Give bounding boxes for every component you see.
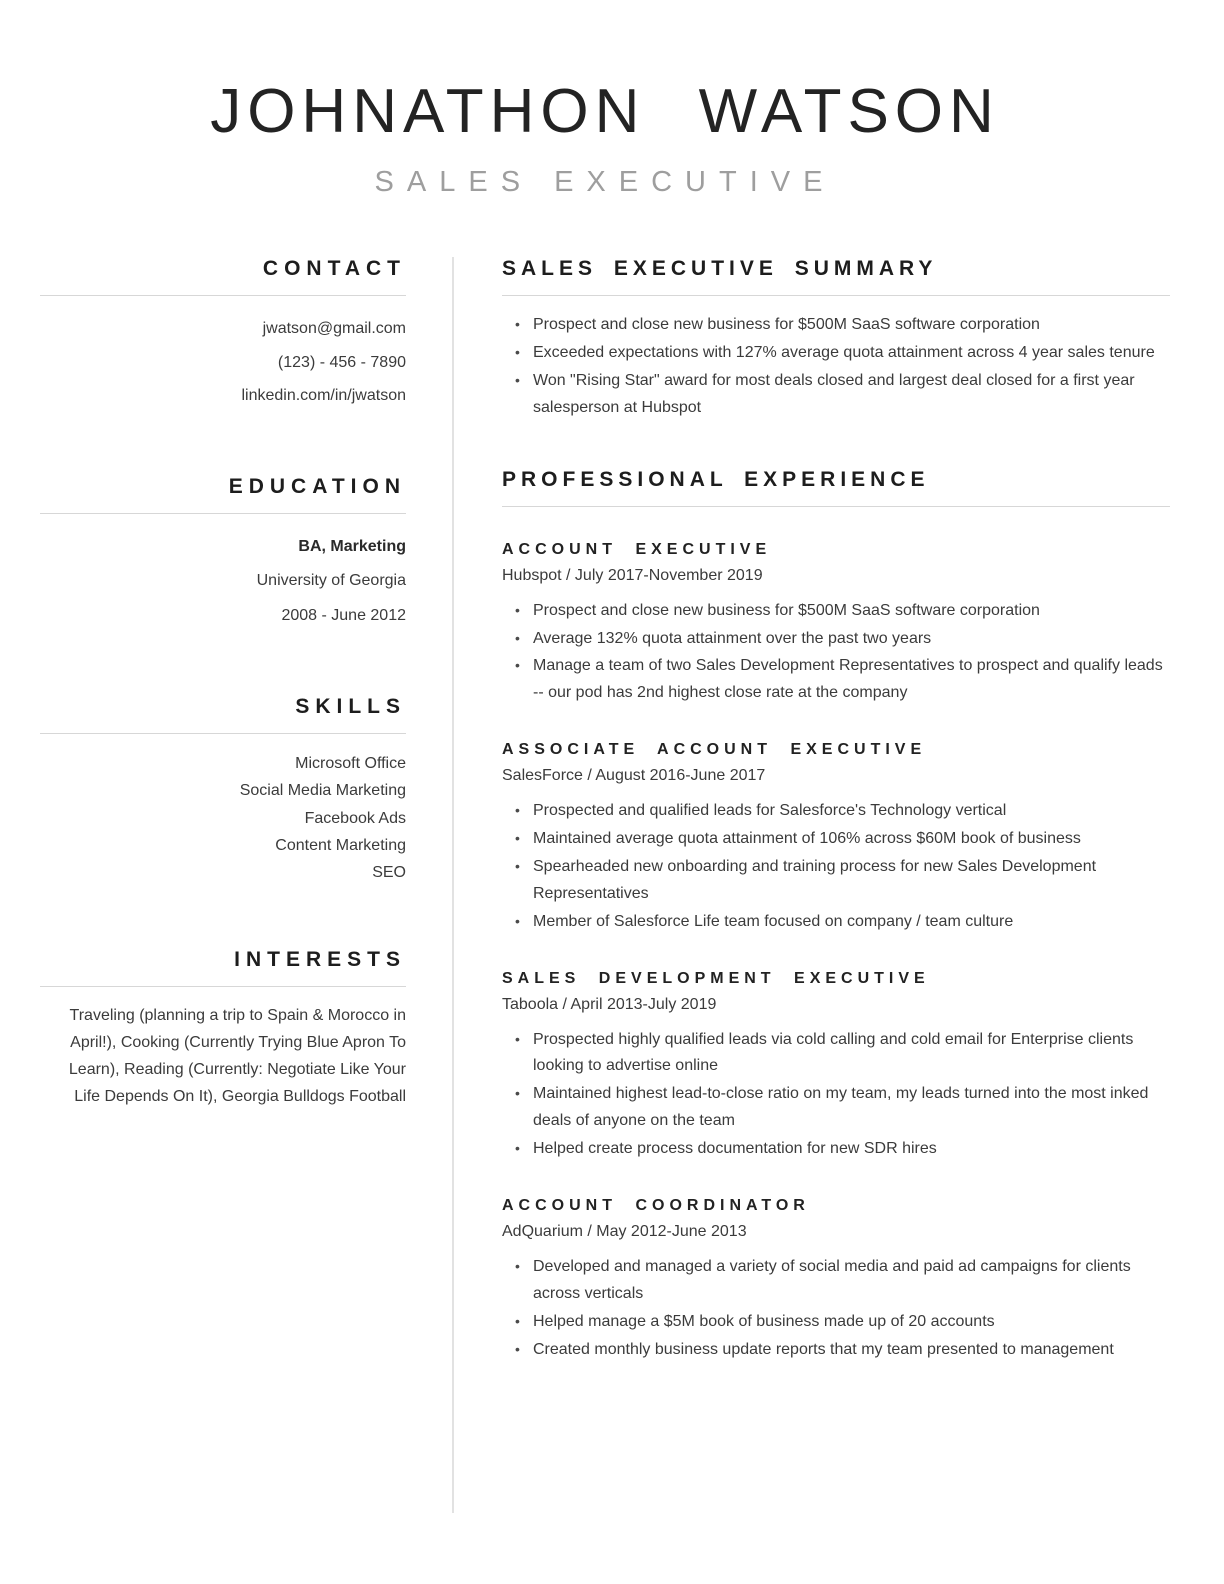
interests-text: Traveling (planning a trip to Spain & Morocco in April!), Cooking (Currently Trying Blue Apron To Learn), Reading (Currently: Negotiate Like Your Life Depends On It), Georgia Bulldogs Football	[68, 1007, 406, 1105]
skill-item: Social Media Marketing	[239, 782, 406, 800]
job-bullet-list	[502, 598, 1170, 708]
job-meta: Hubspot / July 2017-November 2019	[502, 566, 763, 584]
candidate-name: JOHNATHON WATSON	[210, 77, 1000, 146]
bullet-item: • Won "Rising Star" award for most deals closed and largest deal closed for a first year salesperson at Hubspot	[502, 368, 1170, 422]
job-bullet-list	[502, 798, 1170, 935]
job-title: SALES DEVELOPMENT EXECUTIVE	[502, 969, 930, 987]
job-bullet-list	[502, 1027, 1170, 1163]
skill-item: Facebook Ads	[304, 809, 406, 827]
job-meta: AdQuarium / May 2012-June 2013	[502, 1222, 747, 1240]
education-degree: BA, Marketing	[298, 537, 406, 555]
interests-heading: INTERESTS	[40, 948, 406, 987]
job-title: ACCOUNT EXECUTIVE	[502, 540, 772, 558]
skill-item: Content Marketing	[275, 836, 406, 854]
job-title: ACCOUNT COORDINATOR	[502, 1196, 810, 1214]
job-entry	[502, 741, 1170, 935]
bullet-item: • Helped manage a $5M book of business made up of 20 accounts	[502, 1309, 1170, 1336]
section-experience	[502, 468, 1170, 1364]
bullet-item: • Spearheaded new onboarding and training process for new Sales Development Representatives	[502, 854, 1170, 908]
contact-heading: CONTACT	[40, 257, 406, 296]
sidebar	[40, 257, 406, 1513]
job-entry	[502, 970, 1170, 1163]
contact-email: jwatson@gmail.com	[262, 320, 406, 338]
job-entry	[502, 1197, 1170, 1364]
bullet-item: • Exceeded expectations with 127% average quota attainment across 4 year sales tenure	[502, 340, 1170, 367]
education-school: University of Georgia	[256, 572, 406, 590]
bullet-item: • Maintained average quota attainment of 106% across $60M book of business	[502, 826, 1170, 853]
skill-item: SEO	[372, 863, 406, 881]
vertical-divider	[452, 257, 454, 1513]
job-entry	[502, 541, 1170, 708]
resume-header	[40, 78, 1170, 199]
bullet-item: • Maintained highest lead-to-close ratio on my team, my leads turned into the most inked deals of anyone on the team	[502, 1081, 1170, 1135]
contact-phone: (123) - 456 - 7890	[277, 353, 406, 371]
bullet-item: • Prospect and close new business for $500M SaaS software corporation	[502, 598, 1170, 625]
bullet-item: • Created monthly business update reports that my team presented to management	[502, 1337, 1170, 1364]
skill-item: Microsoft Office	[295, 755, 406, 773]
education-dates: 2008 - June 2012	[281, 606, 406, 624]
education-heading: EDUCATION	[40, 475, 406, 514]
section-education	[40, 475, 406, 633]
section-skills	[40, 695, 406, 886]
main-content	[502, 257, 1170, 1513]
experience-heading: PROFESSIONAL EXPERIENCE	[502, 468, 1170, 507]
bullet-item: • Manage a team of two Sales Development Representatives to prospect and qualify leads -- our pod has 2nd highest close rate at the company	[502, 653, 1170, 707]
contact-linkedin: linkedin.com/in/jwatson	[241, 387, 406, 405]
section-interests	[40, 948, 406, 1111]
summary-heading: SALES EXECUTIVE SUMMARY	[502, 257, 1170, 296]
job-title: ASSOCIATE ACCOUNT EXECUTIVE	[502, 741, 927, 759]
summary-bullet-list	[502, 312, 1170, 422]
job-bullet-list	[502, 1254, 1170, 1364]
bullet-item: • Prospected and qualified leads for Salesforce's Technology vertical	[502, 798, 1170, 825]
job-meta: SalesForce / August 2016-June 2017	[502, 767, 766, 785]
bullet-item: • Helped create process documentation for new SDR hires	[502, 1136, 1170, 1163]
candidate-title: SALES EXECUTIVE	[374, 166, 836, 199]
job-meta: Taboola / April 2013-July 2019	[502, 995, 717, 1013]
resume-body	[40, 257, 1170, 1513]
bullet-item: • Average 132% quota attainment over the past two years	[502, 626, 1170, 653]
bullet-item: • Member of Salesforce Life team focused on company / team culture	[502, 909, 1170, 936]
bullet-item: • Developed and managed a variety of social media and paid ad campaigns for clients across verticals	[502, 1254, 1170, 1308]
bullet-item: • Prospect and close new business for $500M SaaS software corporation	[502, 312, 1170, 339]
section-contact	[40, 257, 406, 413]
bullet-item: • Prospected highly qualified leads via cold calling and cold email for Enterprise clients looking to advertise online	[502, 1027, 1170, 1081]
section-summary	[502, 257, 1170, 422]
skills-heading: SKILLS	[40, 695, 406, 734]
